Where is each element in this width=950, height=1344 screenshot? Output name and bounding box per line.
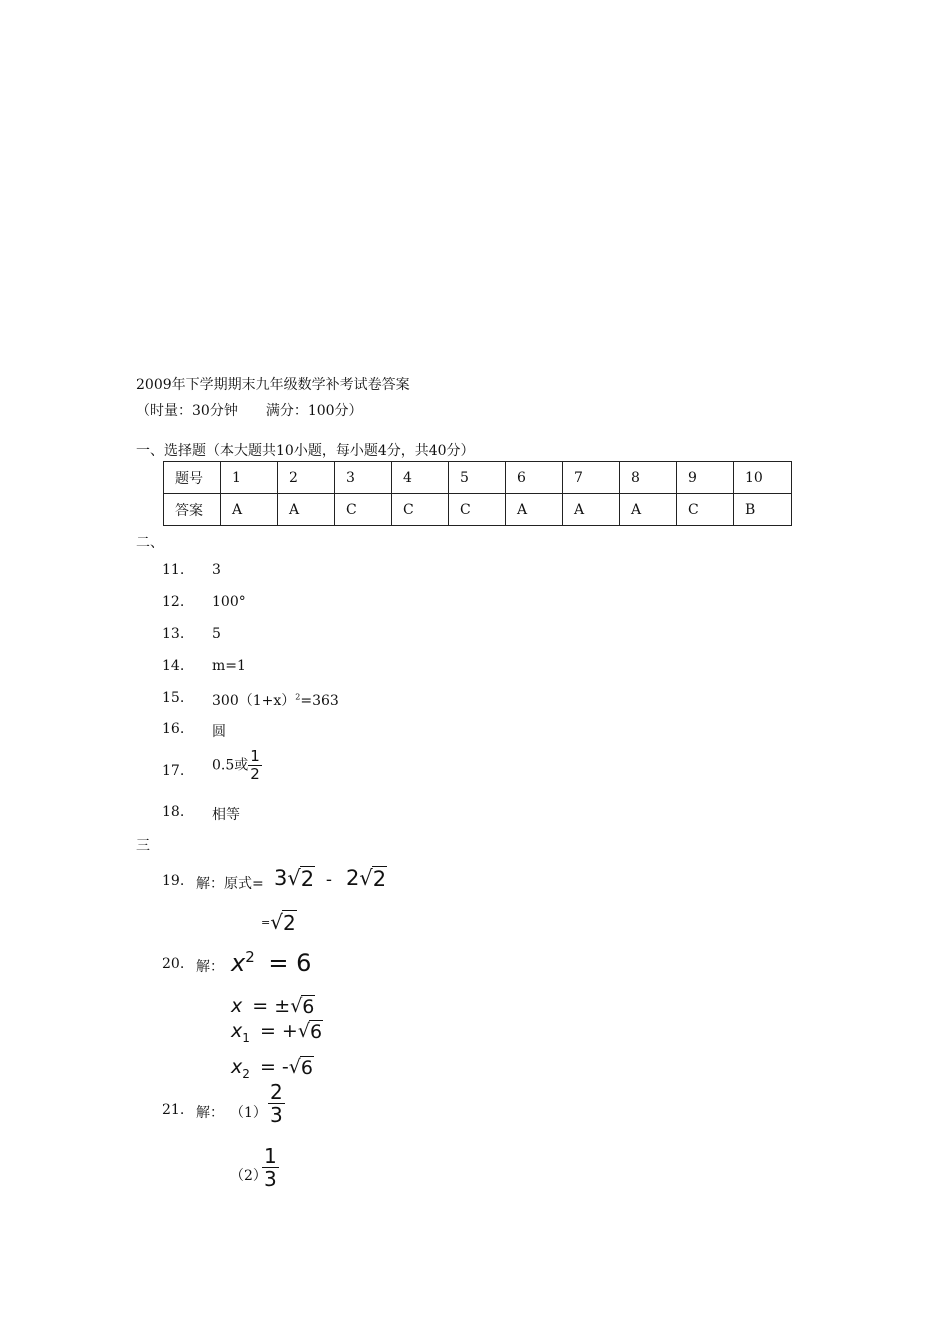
table-cell: C — [335, 494, 392, 526]
table-cell: C — [392, 494, 449, 526]
section-3-heading: 三 — [136, 838, 150, 854]
fraction-answer — [268, 1082, 285, 1125]
denominator: 3 — [264, 1167, 277, 1191]
square-root — [298, 1020, 323, 1043]
item-answer — [212, 690, 339, 710]
fraction — [262, 1146, 279, 1189]
square-root — [287, 866, 315, 891]
table-cell: A — [563, 494, 620, 526]
radical-icon: √ — [270, 910, 283, 934]
radicand: 2 — [282, 911, 296, 935]
solution-label: 解：原式= — [196, 876, 264, 892]
item-number: 17. — [162, 763, 185, 779]
subscript: 2 — [242, 1066, 250, 1081]
answer-text: 0.5或 — [212, 757, 249, 774]
table-cell: 8 — [620, 462, 677, 494]
table-cell: B — [734, 494, 792, 526]
radical-icon: √ — [287, 866, 301, 890]
table-cell: 7 — [563, 462, 620, 494]
item-answer: m=1 — [212, 658, 246, 674]
denominator: 2 — [250, 765, 260, 783]
section-2-heading: 二、 — [136, 535, 164, 551]
math-expression — [231, 948, 311, 977]
table-cell: A — [221, 494, 278, 526]
variable: x — [231, 1056, 243, 1078]
numerator: 2 — [270, 1080, 283, 1104]
variable: x — [231, 949, 246, 977]
exponent: 2 — [245, 948, 255, 966]
coefficient: 3 — [274, 866, 288, 890]
item-number: 15. — [162, 690, 185, 706]
coefficient: 2 — [345, 866, 360, 890]
item-number: 12. — [162, 594, 185, 610]
table-cell: 5 — [449, 462, 506, 494]
fraction — [248, 749, 262, 782]
fraction — [268, 1082, 285, 1125]
variable: x — [231, 995, 243, 1017]
table-header-cell: 题号 — [164, 462, 221, 494]
table-cell: A — [620, 494, 677, 526]
operator: - — [325, 870, 332, 890]
numerator: 1 — [250, 747, 260, 765]
relation: = - — [259, 1056, 289, 1078]
item-answer: 100° — [212, 594, 246, 610]
numerator: 1 — [264, 1144, 277, 1168]
item-answer — [212, 749, 262, 782]
item-number: 11. — [162, 562, 185, 578]
item-number: 18. — [162, 804, 185, 820]
item-number: 19. — [162, 873, 185, 889]
table-header-cell: 答案 — [164, 494, 221, 526]
solution-label: 解： — [196, 1105, 224, 1121]
square-root — [359, 866, 387, 891]
subscript: 1 — [242, 1030, 250, 1045]
math-expression — [274, 866, 387, 891]
part-label: （2） — [230, 1168, 267, 1184]
radical-icon: √ — [297, 1020, 310, 1042]
table-cell: C — [677, 494, 734, 526]
item-answer: 5 — [212, 626, 221, 642]
table-cell: 10 — [734, 462, 792, 494]
section-1-heading: 一、选择题（本大题共10小题，每小题4分，共40分） — [136, 443, 475, 459]
relation: = ± — [252, 995, 291, 1017]
solution-label: 解： — [196, 959, 224, 975]
table-row — [164, 494, 792, 526]
radical-icon: √ — [359, 866, 373, 890]
item-number: 21. — [162, 1102, 185, 1118]
answer-text: 300（1+x） — [212, 693, 296, 709]
math-expression — [231, 1056, 314, 1081]
table-cell: 6 — [506, 462, 563, 494]
item-number: 14. — [162, 658, 185, 674]
math-expression — [261, 910, 297, 935]
table-row — [164, 462, 792, 494]
equals-sign: = — [261, 916, 271, 929]
equation-rhs: = 6 — [268, 949, 312, 977]
square-root — [270, 910, 296, 935]
radical-icon: √ — [290, 995, 303, 1017]
denominator: 3 — [270, 1103, 283, 1127]
radicand: 2 — [300, 867, 315, 891]
table-cell: 1 — [221, 462, 278, 494]
table-cell: C — [449, 494, 506, 526]
item-number: 13. — [162, 626, 185, 642]
answer-text: =363 — [300, 693, 339, 709]
math-expression — [231, 1020, 323, 1045]
table-cell: 2 — [278, 462, 335, 494]
document-title: 2009年下学期期末九年级数学补考试卷答案 — [136, 377, 410, 393]
radicand: 6 — [300, 1057, 313, 1079]
variable: x — [231, 1020, 243, 1042]
table-cell: 4 — [392, 462, 449, 494]
math-expression — [231, 995, 315, 1018]
exam-info: （时量：30分钟 满分：100分） — [136, 403, 363, 419]
square-root — [289, 1056, 314, 1079]
square-root — [290, 995, 315, 1018]
item-number: 16. — [162, 721, 185, 737]
radical-icon: √ — [288, 1056, 301, 1078]
table-cell: A — [506, 494, 563, 526]
radicand: 6 — [302, 996, 315, 1018]
table-cell: A — [278, 494, 335, 526]
table-cell: 9 — [677, 462, 734, 494]
item-answer: 相等 — [212, 807, 240, 823]
item-answer: 3 — [212, 562, 221, 578]
part-label: （1） — [230, 1105, 267, 1121]
fraction-answer — [262, 1146, 279, 1189]
answer-table — [163, 461, 792, 526]
relation: = + — [259, 1020, 298, 1042]
item-answer: 圆 — [212, 724, 226, 740]
item-number: 20. — [162, 956, 185, 972]
exponent: 2 — [295, 692, 301, 702]
radicand: 6 — [309, 1021, 323, 1043]
radicand: 2 — [372, 867, 387, 891]
table-cell: 3 — [335, 462, 392, 494]
